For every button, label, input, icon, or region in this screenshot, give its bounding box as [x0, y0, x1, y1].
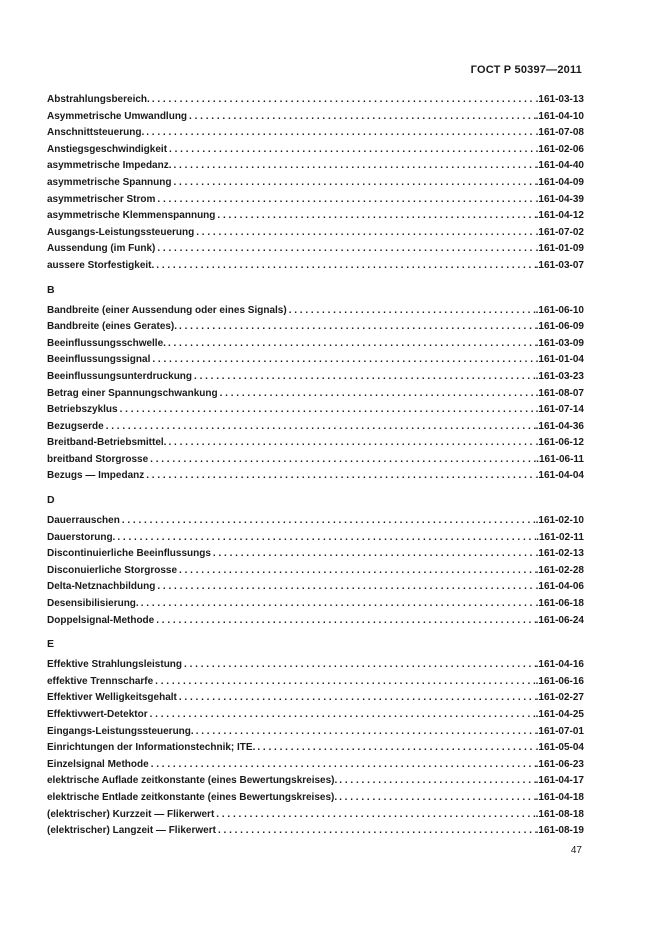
- section-letter: B: [47, 283, 55, 296]
- leader-dots: [118, 402, 536, 419]
- index-section: [47, 492, 584, 629]
- index-entry: [47, 724, 584, 741]
- entry-term: elektrische Entlade zeitkonstante (eines Bewertungskreises).: [47, 791, 338, 803]
- index-entry: [47, 452, 584, 469]
- entry-term: Asymmetrische Umwandlung: [47, 110, 188, 122]
- entry-term: asymmetrischer Strom: [47, 193, 156, 205]
- entry-number: .161-04-16: [535, 659, 584, 671]
- leader-dots: [149, 757, 536, 774]
- entry-number: .161-07-01: [535, 725, 584, 737]
- leader-dots: [148, 707, 536, 724]
- leader-dots: [211, 546, 536, 563]
- leader-dots: [194, 724, 536, 741]
- index-entry: [47, 319, 584, 336]
- entry-number: .161-02-06: [535, 143, 584, 155]
- entry-number: .161-04-18: [535, 791, 584, 803]
- entry-number: .161-03-09: [535, 337, 584, 349]
- leader-dots: [139, 596, 536, 613]
- leader-dots: [150, 92, 536, 109]
- index-entry: [47, 109, 584, 126]
- entry-number: .161-04-10: [535, 110, 584, 122]
- leader-dots: [155, 241, 535, 258]
- index-entry: [47, 125, 584, 142]
- section-letter: D: [47, 494, 55, 507]
- leader-dots: [153, 674, 535, 691]
- entry-number: .161-02-10: [535, 515, 584, 527]
- entry-number: .161-07-02: [535, 226, 584, 238]
- index-entry: [47, 613, 584, 630]
- entry-number: .161-07-14: [535, 404, 584, 416]
- index-entry: [47, 807, 584, 824]
- page-number: 47: [570, 845, 582, 856]
- index-entry: [47, 225, 584, 242]
- entry-term: Bezugs — Impedanz: [47, 470, 145, 482]
- leader-dots: [120, 513, 536, 530]
- leader-dots: [337, 773, 535, 790]
- index-entry: [47, 142, 584, 159]
- leader-dots: [187, 109, 536, 126]
- entry-number: .161-06-16: [535, 675, 584, 687]
- entry-number: .161-03-23: [535, 370, 584, 382]
- index-entry: [47, 258, 584, 275]
- entry-term: Dauerrauschen: [47, 515, 120, 527]
- leader-dots: [144, 125, 535, 142]
- index-entry: [47, 757, 584, 774]
- entry-term: Doppelsignal-Methode: [47, 614, 155, 626]
- entry-number: .161-02-13: [535, 548, 584, 560]
- entry-number: .161-06-23: [535, 758, 584, 770]
- section-letter: E: [47, 638, 55, 651]
- entry-term: asymmetrische Spannung: [47, 176, 172, 188]
- entry-term: Beeinflussungssignal: [47, 354, 151, 366]
- entry-term: Anstiegsgeschwindigkeit: [47, 143, 168, 155]
- index-entry: [47, 563, 584, 580]
- index-content: [47, 92, 584, 840]
- leader-dots: [216, 823, 536, 840]
- entry-number: .161-04-09: [535, 176, 584, 188]
- index-entry: [47, 208, 584, 225]
- index-entry: [47, 530, 584, 547]
- index-entry: [47, 579, 584, 596]
- index-entry: [47, 435, 584, 452]
- leader-dots: [171, 175, 535, 192]
- entry-term: breitband Storgrosse: [47, 453, 149, 465]
- entry-term: (elektrischer) Langzeit — Flikerwert: [47, 825, 216, 837]
- entry-number: .161-02-27: [535, 692, 584, 704]
- entry-number: .161-06-18: [535, 598, 584, 610]
- index-entry: [47, 674, 584, 691]
- index-section: [47, 636, 584, 840]
- index-entry: [47, 790, 584, 807]
- entry-number: .161-06-11: [536, 453, 584, 465]
- entry-term: Einrichtungen der Informationstechnik; ITE.: [47, 742, 256, 754]
- entry-number: .161-06-12: [535, 437, 584, 449]
- index-entry: [47, 175, 584, 192]
- leader-dots: [215, 208, 535, 225]
- entry-term: Bezugserde: [47, 420, 104, 432]
- entry-term: Effektivwert-Detektor: [47, 709, 148, 720]
- leader-dots: [104, 419, 536, 436]
- entry-term: asymmetrische Impedanz.: [47, 160, 172, 172]
- index-entry: [47, 402, 584, 419]
- index-entry: [47, 303, 584, 320]
- entry-term: Eingangs-Leistungssteuerung.: [47, 725, 194, 737]
- leader-dots: [194, 225, 535, 242]
- leader-dots: [255, 740, 535, 757]
- entry-term: Effektive Strahlungsleistung: [47, 659, 183, 671]
- leader-dots: [150, 352, 535, 369]
- entry-term: Betriebszyklus: [47, 404, 118, 416]
- leader-dots: [337, 790, 536, 807]
- index-section: [47, 282, 584, 486]
- leader-dots: [182, 657, 536, 674]
- entry-number: .161-08-07: [535, 387, 584, 399]
- entry-term: asymmetrische Klemmenspannung: [47, 210, 216, 222]
- entry-number: .161-08-19: [535, 825, 584, 837]
- entry-term: Discontinuierliche Beeinflussungs: [47, 548, 211, 560]
- index-entry: [47, 740, 584, 757]
- entry-number: .161-03-07: [535, 259, 584, 271]
- entry-term: Ausgangs-Leistungssteuerung: [47, 226, 195, 238]
- entry-term: Einzelsignal Methode: [47, 758, 149, 770]
- entry-number: .161-04-40: [535, 160, 584, 172]
- leader-dots: [154, 258, 535, 275]
- entry-number: .161-06-09: [535, 321, 584, 333]
- index-entry: [47, 468, 584, 485]
- leader-dots: [115, 530, 536, 547]
- index-entry: [47, 773, 584, 790]
- index-section: [47, 92, 584, 275]
- entry-number: .161-06-24: [535, 614, 584, 626]
- leader-dots: [214, 807, 535, 824]
- entry-number: .161-02-28: [535, 564, 584, 576]
- entry-term: Effektiver Welligkeitsgehalt: [47, 692, 177, 704]
- leader-dots: [154, 613, 535, 630]
- entry-term: Disconuierliche Storgrosse: [47, 564, 178, 576]
- entry-term: Breitband-Betriebsmittel.: [47, 437, 167, 449]
- leader-dots: [218, 386, 536, 403]
- leader-dots: [166, 435, 535, 452]
- leader-dots: [177, 690, 536, 707]
- entry-number: .161-05-04: [535, 742, 584, 754]
- index-entry: [47, 596, 584, 613]
- entry-term: Dauerstorung.: [47, 531, 116, 543]
- entry-term: Abstrahlungsbereich.: [47, 94, 150, 105]
- leader-dots: [172, 158, 536, 175]
- index-entry: [47, 419, 584, 436]
- leader-dots: [166, 336, 536, 353]
- entry-term: Desensibilisierung.: [47, 598, 139, 610]
- entry-number: .161-07-08: [535, 127, 584, 139]
- entry-number: .161-04-25: [535, 709, 584, 720]
- entry-term: Betrag einer Spannungschwankung: [47, 387, 218, 399]
- entry-term: Bandbreite (eines Gerates).: [47, 321, 178, 333]
- entry-number: .161-04-36: [535, 420, 584, 432]
- entry-term: Beeinflussungsschwelle.: [47, 337, 166, 349]
- entry-term: Delta-Netznachbildung: [47, 581, 156, 593]
- entry-term: effektive Trennscharfe: [47, 675, 154, 687]
- index-entry: [47, 336, 584, 353]
- entry-term: aussere Storfestigkeit.: [47, 259, 155, 271]
- index-entry: [47, 657, 584, 674]
- index-entry: [47, 546, 584, 563]
- entry-term: Aussendung (im Funk): [47, 243, 156, 255]
- entry-number: .161-04-39: [535, 193, 584, 205]
- leader-dots: [287, 303, 536, 320]
- entry-number: .161-01-04: [535, 354, 584, 366]
- entry-number: .161-03-13: [535, 94, 584, 105]
- entry-number: .161-04-06: [535, 581, 584, 593]
- leader-dots: [148, 452, 536, 469]
- index-entry: [47, 823, 584, 840]
- index-entry: [47, 352, 584, 369]
- entry-number: .161-06-10: [535, 304, 584, 316]
- leader-dots: [167, 142, 536, 159]
- entry-term: Beeinflussungsunterdruckung: [47, 370, 193, 382]
- index-entry: [47, 241, 584, 258]
- index-entry: [47, 369, 584, 386]
- index-entry: [47, 92, 584, 109]
- leader-dots: [155, 192, 535, 209]
- entry-term: Anschnittsteuerung.: [47, 127, 145, 139]
- index-entry: [47, 690, 584, 707]
- leader-dots: [177, 319, 536, 336]
- entry-number: .161-02-11: [536, 531, 584, 543]
- entry-term: Bandbreite (einer Aussendung oder eines Signals): [47, 304, 287, 316]
- entry-number: .161-08-18: [535, 808, 584, 820]
- entry-number: .161-04-17: [535, 775, 584, 787]
- leader-dots: [155, 579, 535, 596]
- entry-number: .161-01-09: [535, 243, 584, 255]
- index-entry: [47, 192, 584, 209]
- index-entry: [47, 158, 584, 175]
- entry-term: elektrische Auflade zeitkonstante (eines Bewertungskreises).: [47, 775, 338, 787]
- entry-number: .161-04-12: [535, 210, 584, 222]
- document-header: ГОСТ Р 50397—2011: [470, 64, 582, 76]
- index-entry: [47, 513, 584, 530]
- leader-dots: [177, 563, 536, 580]
- leader-dots: [144, 468, 535, 485]
- index-entry: [47, 707, 584, 724]
- index-entry: [47, 386, 584, 403]
- leader-dots: [192, 369, 536, 386]
- entry-term: (elektrischer) Kurzzeit — Flikerwert: [47, 808, 215, 820]
- entry-number: .161-04-04: [535, 470, 584, 482]
